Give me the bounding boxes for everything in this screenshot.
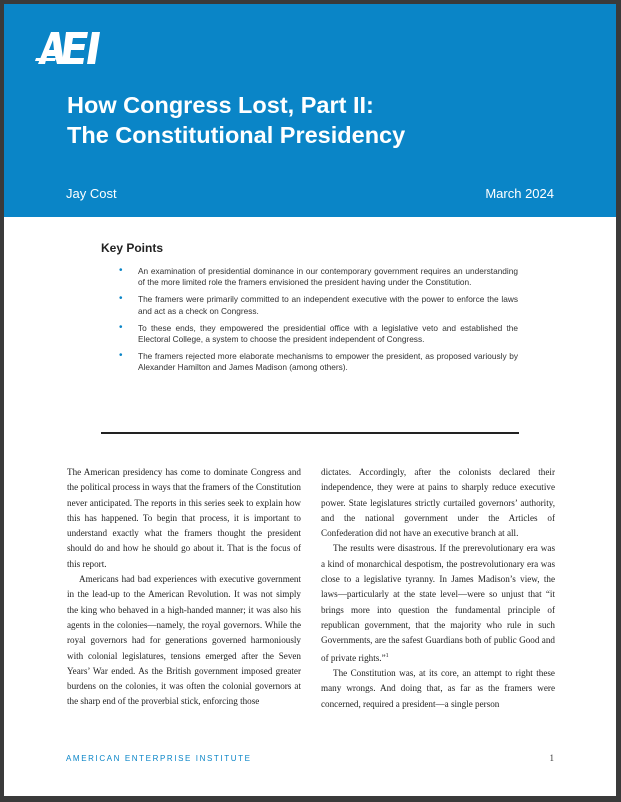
body-paragraph-text: The results were disastrous. If the prerevolutionary era was a kind of monarchical despotism, the postrevolutionary era was close to a legislative tyranny. In James Madison’s view, the laws—particularly at the state level—were so unjust that “it brings more into question the fundamental principle of republican government, that the majority who rule in such Governments, are the safest Guardians both of public Good and of private rights.”	[321, 543, 555, 663]
author-name: Jay Cost	[66, 186, 117, 201]
bullet-icon: •	[119, 293, 123, 305]
page-number: 1	[549, 753, 554, 763]
body-column-left	[67, 465, 301, 710]
body-paragraph: The American presidency has come to dominate Congress and the political process in ways that the framers of the Constitution never anticipated. The reports in this series seek to explain how this has happened. To begin that process, it is important to understand exactly what the framers thought the president should do and how he should go about it. That is the focus of this report.	[67, 467, 301, 569]
key-points-heading: Key Points	[101, 241, 164, 255]
key-point-text: The framers rejected more elaborate mechanisms to empower the president, as proposed variously by Alexander Hamilton and James Madison (among others).	[138, 351, 518, 373]
section-divider	[101, 432, 519, 434]
key-point-text: The framers were primarily committed to an independent executive with the power to enforce the laws and act as a check on Congress.	[138, 294, 518, 316]
title-line-1: How Congress Lost, Part II:	[67, 92, 374, 118]
body-paragraph: Americans had bad experiences with executive government in the lead-up to the American Revolution. It was not simply the king who behaved in a high-handed manner; it was also his agents in the colonies—namely, the royal governors. While the royal governors had for generations governed harmoniously with colonial legislatures, tensions emerged after the Seven Years’ War ended. As the British government imposed greater burdens on the colonies, it was often the colonial governors at the sharp end of the proverbial stick, enforcing those	[67, 574, 301, 707]
aei-logo	[34, 28, 106, 66]
body-paragraph: The Constitution was, at its core, an attempt to right these many wrongs. And doing that, as far as the framers were concerned, required a president—a single person	[321, 667, 555, 709]
bullet-icon: •	[119, 350, 123, 362]
publication-date: March 2024	[485, 186, 554, 201]
key-point-item	[114, 266, 518, 288]
footnote-marker[interactable]: 1	[385, 652, 389, 659]
footer-org-name: AMERICAN ENTERPRISE INSTITUTE	[66, 754, 252, 763]
key-point-item	[114, 294, 518, 316]
key-point-text: An examination of presidential dominance in our contemporary government requires an understanding of the more limited role the framers envisioned the president having under the Constitution.	[138, 266, 518, 288]
report-page	[4, 4, 616, 796]
report-title	[67, 90, 587, 150]
body-paragraph	[321, 541, 555, 665]
key-point-item	[114, 351, 518, 373]
bullet-icon: •	[119, 265, 123, 276]
key-point-item	[114, 323, 518, 345]
title-line-2: The Constitutional Presidency	[67, 122, 406, 148]
body-column-right	[321, 465, 555, 712]
key-points-list	[114, 266, 518, 380]
bullet-icon: •	[119, 321, 123, 333]
header-banner	[4, 4, 616, 217]
key-point-text: To these ends, they empowered the presidential office with a legislative veto and established the Electoral College, a system to choose the president independent of Congress.	[138, 322, 518, 345]
body-paragraph: dictates. Accordingly, after the colonists declared their independence, they were at pains to sharply reduce executive power. State legislatures strictly curtailed governors’ authority, and the national government under the Articles of Confederation did not have an executive branch at all.	[321, 467, 555, 539]
